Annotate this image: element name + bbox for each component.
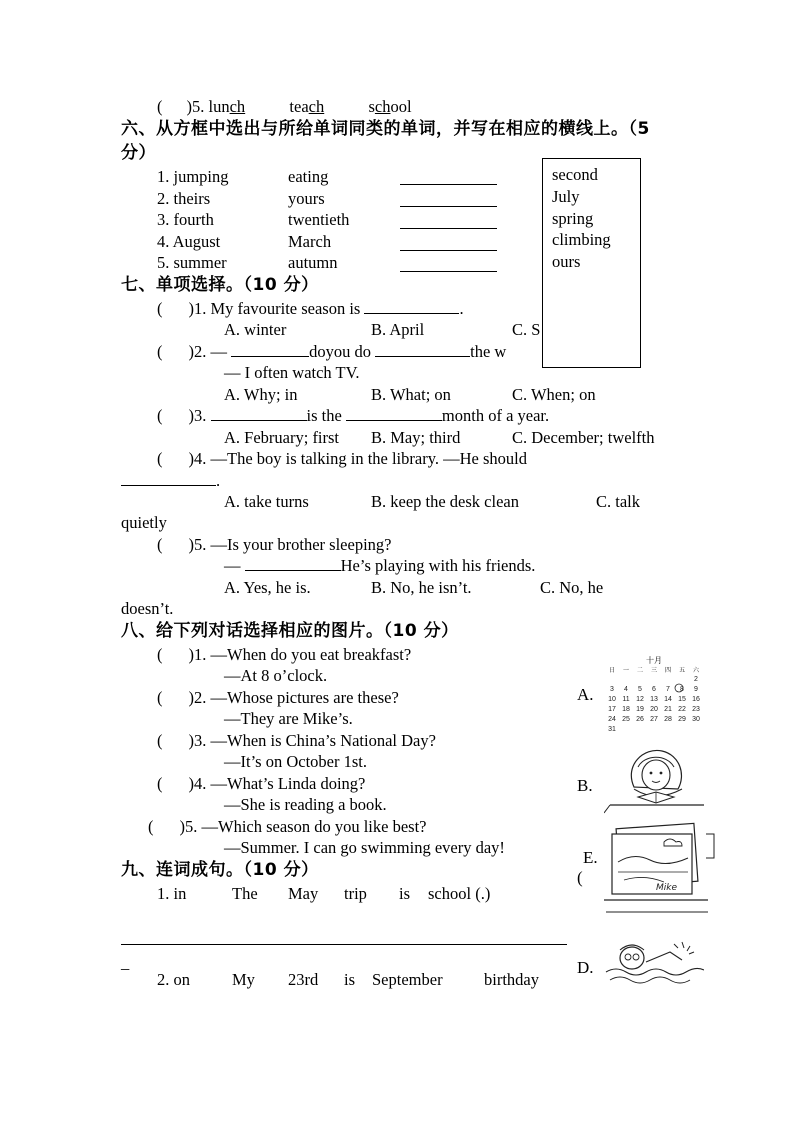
section-8-title: 八、给下列对话选择相应的图片。（10 分）: [121, 621, 459, 641]
s9-q1-answer-line[interactable]: [121, 944, 567, 945]
s9-q1-word: is: [399, 884, 411, 903]
calendar-weekday: 五: [678, 667, 686, 674]
calendar-day: 9: [694, 686, 698, 693]
calendar-day: 6: [652, 686, 656, 693]
s6-row-3-blank[interactable]: [400, 228, 497, 229]
word-box: [542, 158, 641, 368]
calendar-day: 23: [692, 706, 700, 713]
s7-q4-stem: ( )4. —The boy is talking in the library. —He should: [157, 449, 527, 468]
calendar-weekday: 四: [664, 667, 672, 674]
calendar-day: 18: [622, 706, 630, 713]
section-9-title: 九、连词成句。（10 分）: [121, 860, 319, 880]
calendar-day: 14: [664, 696, 672, 703]
calendar-day: 3: [610, 686, 614, 693]
s7-q1-blank[interactable]: [364, 299, 459, 314]
calendar-day: 30: [692, 716, 700, 723]
s7-q4-option-c-cont: quietly: [121, 513, 167, 532]
swimming-picture: [604, 938, 704, 988]
section-7-title: 七、单项选择。（10 分）: [121, 275, 319, 295]
s7-q3-option-c: C. December; twelfth: [512, 428, 655, 447]
calendar-month: 十月: [646, 656, 662, 665]
picture-paren: (: [577, 868, 583, 887]
s9-q1-word: school (.): [428, 884, 491, 903]
s9-q1-dash: _: [121, 953, 130, 972]
s7-q1-option-a: A. winter: [224, 320, 287, 339]
s7-q2-blank-1[interactable]: [231, 342, 309, 357]
s7-q2-stem: ( )2. — doyou do the w: [157, 342, 507, 361]
calendar-day: 8: [680, 686, 684, 693]
calendar-day: 27: [650, 716, 658, 723]
calendar-day: 28: [664, 716, 672, 723]
s9-q2-word: September: [372, 970, 443, 989]
s7-q3-blank-2[interactable]: [346, 406, 442, 421]
s9-q2-word: 2. on: [157, 970, 190, 989]
girl-reading-picture: [604, 745, 706, 815]
mike-label: Mike: [656, 883, 678, 893]
s6-row-1-num: 1. jumping: [157, 167, 229, 186]
s9-q1-word: trip: [344, 884, 367, 903]
calendar-day: 26: [636, 716, 644, 723]
calendar-day: 5: [638, 686, 642, 693]
s7-q2-blank-2[interactable]: [375, 342, 470, 357]
s6-row-5-num: 5. summer: [157, 253, 227, 272]
s7-q5-blank[interactable]: [245, 556, 341, 571]
section-6-title: 六、从方框中选出与所给单词同类的单词，并写在相应的横线上。（5: [121, 119, 650, 139]
calendar-day: 12: [636, 696, 644, 703]
s8-item-3-question: ( )3. —When is China’s National Day?: [157, 731, 436, 750]
picture-label-e: E.: [583, 848, 598, 867]
s7-q3-blank-1[interactable]: [211, 406, 307, 421]
calendar-day: 24: [608, 716, 616, 723]
calendar-day: 2: [694, 676, 698, 683]
s8-item-5-question: ( )5. —Which season do you like best?: [148, 817, 427, 836]
pictures-on-table-picture: [604, 822, 716, 914]
s7-q3-stem: ( )3. is the month of a year.: [157, 406, 550, 425]
calendar-day: 7: [666, 686, 670, 693]
word-box-item: climbing: [552, 230, 611, 249]
s8-item-5-answer: —Summer. I can go swimming every day!: [224, 838, 505, 857]
s9-q1-word: The: [232, 884, 258, 903]
s7-q3-option-b: B. May; third: [371, 428, 461, 447]
calendar-day: 11: [622, 696, 630, 703]
s8-item-3-answer: —It’s on October 1st.: [224, 752, 367, 771]
s7-q2-option-b: B. What; on: [371, 385, 451, 404]
s9-q2-word: is: [344, 970, 356, 989]
s7-q1-stem: ( )1. My favourite season is .: [157, 299, 464, 318]
s6-row-4-num: 4. August: [157, 232, 221, 251]
s8-item-4-answer: —She is reading a book.: [224, 795, 387, 814]
word-box-item: ours: [552, 252, 581, 271]
calendar-weekday: 一: [622, 667, 630, 674]
s7-q4-option-c: C. talk: [596, 492, 640, 511]
picture-label-a: A.: [577, 685, 594, 704]
calendar-day: 25: [622, 716, 630, 723]
section-6-title-cont: 分）: [121, 143, 156, 163]
calendar-picture: [604, 655, 704, 733]
calendar-weekday: 六: [692, 667, 700, 674]
s6-row-5-blank[interactable]: [400, 271, 497, 272]
s8-item-2-question: ( )2. —Whose pictures are these?: [157, 688, 399, 707]
s7-q5-option-a: A. Yes, he is.: [224, 578, 311, 597]
picture-label-d: D.: [577, 958, 594, 977]
s9-q2-word: My: [232, 970, 255, 989]
calendar-day: 16: [692, 696, 700, 703]
s7-q4-blank[interactable]: [121, 471, 216, 486]
s9-q1-word: 1. in: [157, 884, 187, 903]
s7-q5-option-c: C. No, he: [540, 578, 604, 597]
word-box-item: second: [552, 165, 598, 184]
s6-row-1-blank[interactable]: [400, 184, 497, 185]
calendar-day: 17: [608, 706, 616, 713]
s7-q4-option-b: B. keep the desk clean: [371, 492, 519, 511]
calendar-day: 13: [650, 696, 658, 703]
s6-row-4-word: March: [288, 232, 332, 251]
calendar-day: 19: [636, 706, 644, 713]
s6-row-3-word: twentieth: [288, 210, 350, 229]
s6-row-3-num: 3. fourth: [157, 210, 214, 229]
s7-q3-option-a: A. February; first: [224, 428, 340, 447]
calendar-day: 31: [608, 726, 616, 733]
calendar-day: 15: [678, 696, 686, 703]
s6-row-4-blank[interactable]: [400, 250, 497, 251]
s7-q4-blank-line: .: [121, 471, 220, 491]
calendar-day: 10: [608, 696, 616, 703]
calendar-day: 22: [678, 706, 686, 713]
s5-q5-line: ( )5. lunch teach school: [157, 97, 412, 116]
calendar-weekday: 三: [650, 667, 658, 674]
calendar-day: 4: [624, 686, 628, 693]
s9-q1-word: May: [288, 884, 319, 903]
s9-q2-word: birthday: [484, 970, 539, 989]
s6-row-2-word: yours: [288, 189, 325, 208]
calendar-weekday: 二: [636, 667, 644, 674]
s7-q5-option-c-cont: doesn’t.: [121, 599, 174, 618]
word-box-item: spring: [552, 209, 594, 228]
calendar-weekday: 日: [608, 667, 616, 674]
s7-q5-stem: ( )5. —Is your brother sleeping?: [157, 535, 392, 554]
calendar-day: 21: [664, 706, 672, 713]
s7-q5-option-b: B. No, he isn’t.: [371, 578, 472, 597]
s6-row-5-word: autumn: [288, 253, 338, 272]
s8-item-1-answer: —At 8 o’clock.: [224, 666, 328, 685]
calendar-day: 20: [650, 706, 658, 713]
s8-item-2-answer: —They are Mike’s.: [224, 709, 353, 728]
picture-label-b: B.: [577, 776, 593, 795]
s8-item-4-question: ( )4. —What’s Linda doing?: [157, 774, 366, 793]
s7-q4-option-a: A. take turns: [224, 492, 309, 511]
s6-row-2-blank[interactable]: [400, 206, 497, 207]
s6-row-1-word: eating: [288, 167, 329, 186]
s7-q2-option-c: C. When; on: [512, 385, 596, 404]
s6-row-2-num: 2. theirs: [157, 189, 211, 208]
s8-item-1-question: ( )1. —When do you eat breakfast?: [157, 645, 412, 664]
s7-q1-option-c: C. S: [512, 320, 541, 339]
s7-q2-option-a: A. Why; in: [224, 385, 298, 404]
s7-q5-answer: — He’s playing with his friends.: [224, 556, 536, 575]
s7-q1-option-b: B. April: [371, 320, 425, 339]
word-box-item: July: [552, 187, 580, 206]
s7-q2-answer: — I often watch TV.: [224, 363, 360, 382]
calendar-day: 29: [678, 716, 686, 723]
s9-q2-word: 23rd: [288, 970, 319, 989]
